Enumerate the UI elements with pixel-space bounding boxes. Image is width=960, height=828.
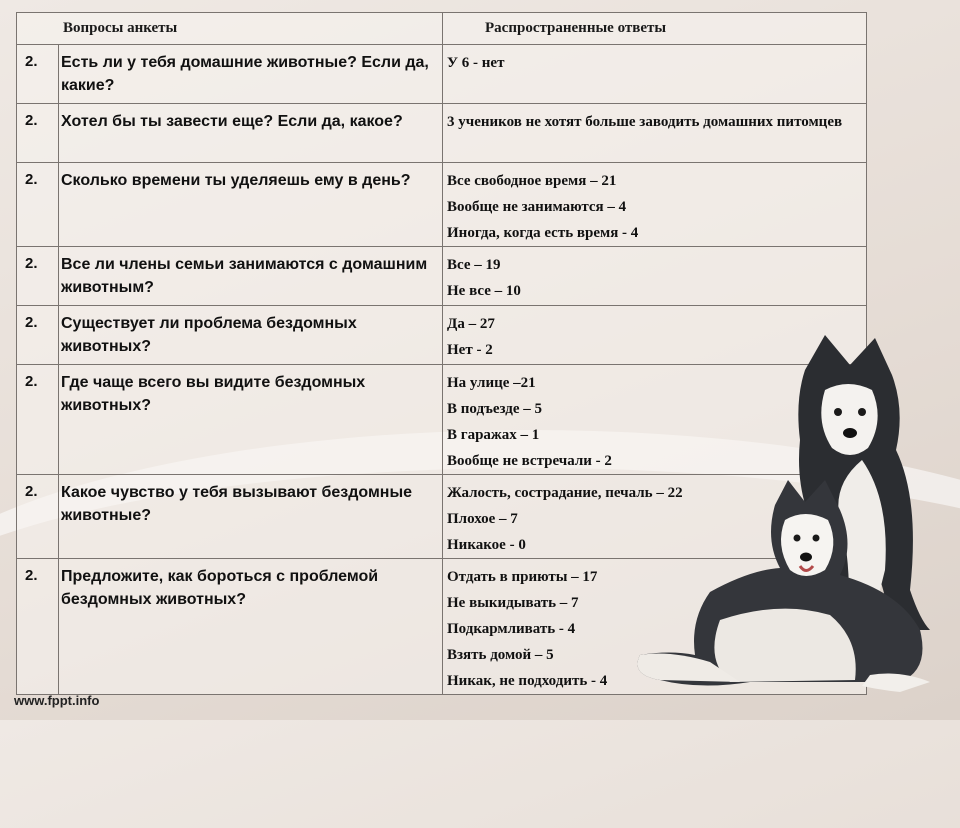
answer-line: Иногда, когда есть время - 4 — [447, 225, 639, 241]
answer-line: Никак, не подходить - 4 — [447, 673, 608, 689]
answer-line: Отдать в приюты – 17 — [447, 569, 598, 585]
answer-cell — [443, 45, 867, 104]
answer-line: Подкармливать - 4 — [447, 621, 576, 637]
row-number: 2. — [17, 365, 59, 475]
question-cell: Предложите, как бороться с проблемой бездомных животных? — [59, 559, 443, 695]
row-number: 2. — [17, 475, 59, 559]
answer-line: Взять домой – 5 — [447, 647, 554, 663]
question-cell: Хотел бы ты завести еще? Если да, какое? — [59, 104, 443, 163]
answer-line: На улице –21 — [447, 375, 536, 391]
row-number: 2. — [17, 45, 59, 104]
question-cell: Какое чувство у тебя вызывают бездомные животные? — [59, 475, 443, 559]
answer-line: Жалость, сострадание, печаль – 22 — [447, 485, 683, 501]
question-cell: Сколько времени ты уделяешь ему в день? — [59, 163, 443, 247]
answer-line: Нет - 2 — [447, 342, 493, 358]
answer-line: Все – 19 — [447, 257, 501, 273]
row-number: 2. — [17, 559, 59, 695]
table-row — [17, 104, 867, 163]
table-header-row — [17, 13, 867, 45]
row-number: 2. — [17, 104, 59, 163]
answer-line: Да – 27 — [447, 316, 495, 332]
question-cell: Где чаще всего вы видите бездомных животных? — [59, 365, 443, 475]
answer-cell — [443, 104, 867, 163]
answer-line: В подъезде – 5 — [447, 401, 542, 417]
answer-line: 3 учеников не хотят больше заводить домашних питомцев — [447, 114, 843, 130]
answer-line: У 6 - нет — [447, 55, 505, 71]
answer-line: Никакое - 0 — [447, 537, 526, 553]
row-number: 2. — [17, 163, 59, 247]
site-watermark: www.fppt.info — [14, 693, 100, 708]
question-cell: Все ли члены семьи занимаются с домашним животным? — [59, 247, 443, 306]
answer-cell — [443, 163, 867, 247]
answer-line: Плохое – 7 — [447, 511, 518, 527]
header-answers: Распространенные ответы — [443, 13, 867, 45]
answer-line: Вообще не занимаются – 4 — [447, 199, 627, 215]
row-number: 2. — [17, 306, 59, 365]
table-row — [17, 45, 867, 104]
husky-dogs-image — [600, 330, 950, 710]
answer-line: Не выкидывать – 7 — [447, 595, 579, 611]
question-cell: Существует ли проблема бездомных животных? — [59, 306, 443, 365]
answer-cell — [443, 247, 867, 306]
table-row — [17, 247, 867, 306]
header-questions: Вопросы анкеты — [17, 13, 443, 45]
question-cell: Есть ли у тебя домашние животные? Если да, какие? — [59, 45, 443, 104]
row-number: 2. — [17, 247, 59, 306]
answer-line: В гаражах – 1 — [447, 427, 540, 443]
table-row — [17, 163, 867, 247]
answer-line: Вообще не встречали - 2 — [447, 453, 612, 469]
answer-line: Не все – 10 — [447, 283, 521, 299]
answer-line: Все свободное время – 21 — [447, 173, 617, 189]
